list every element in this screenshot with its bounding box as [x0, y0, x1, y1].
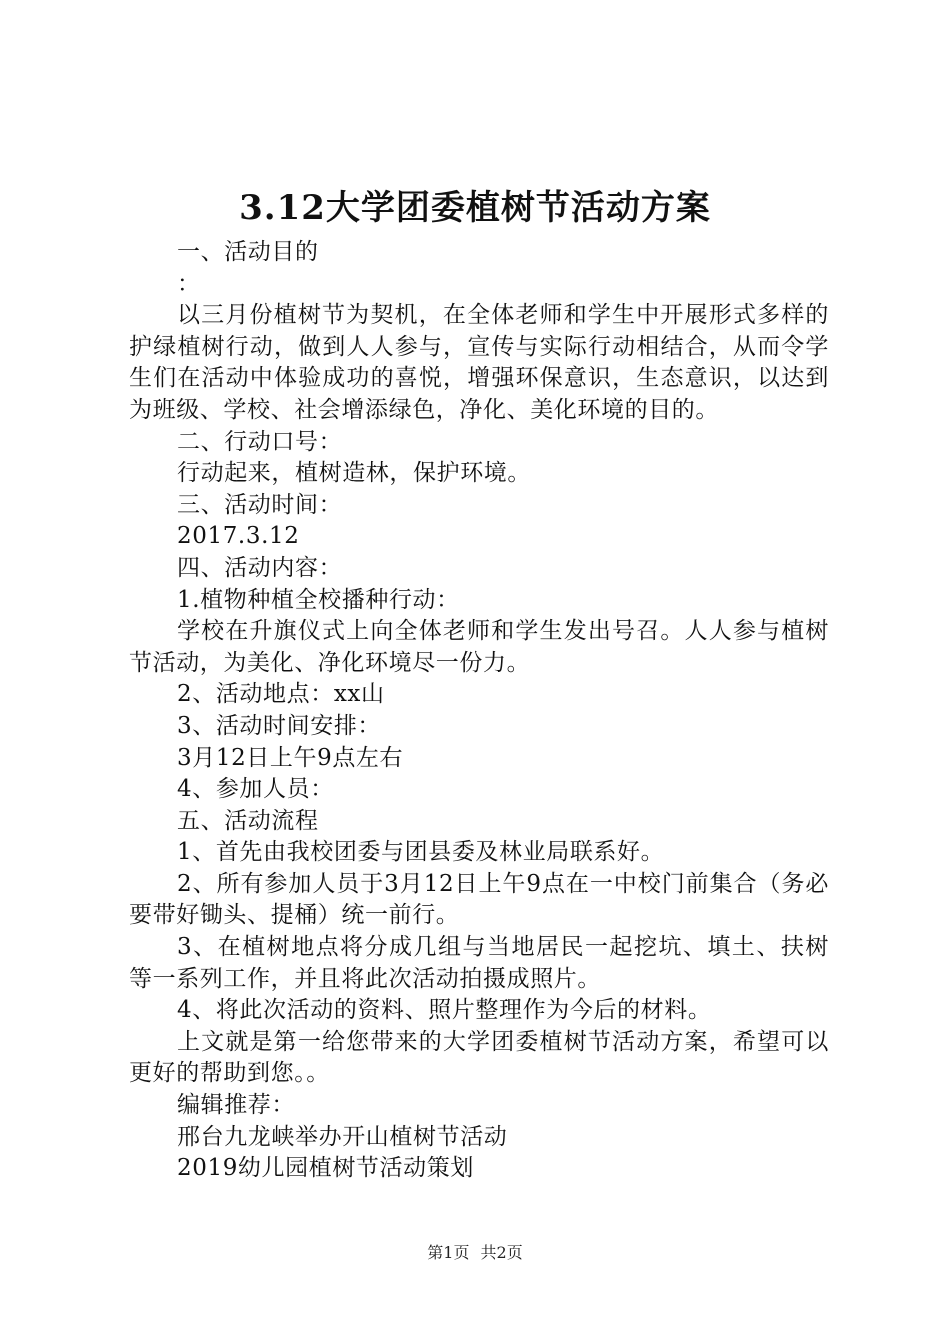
paragraph-closing: 上文就是第一给您带来的大学团委植树节活动方案，希望可以更好的帮助到您。。	[129, 1028, 829, 1087]
list-item-participants: 4、参加人员：	[177, 776, 334, 803]
section-heading-slogan: 二、行动口号：	[177, 428, 343, 455]
list-item-location: 2、活动地点：xx山	[177, 681, 385, 708]
page-total: 共2页	[480, 1243, 523, 1262]
process-step-2: 2、所有参加人员于3月12日上午9点在一中校门前集合（务必要带好锄头、提桶）统一前行。	[129, 870, 829, 929]
list-item-schedule: 3、活动时间安排：	[177, 712, 382, 739]
document-body	[129, 237, 829, 1185]
section-heading-time: 三、活动时间：	[177, 491, 343, 518]
paragraph-colon: ：	[177, 270, 201, 297]
paragraph-call: 学校在升旗仪式上向全体老师和学生发出号召。人人参与植树节活动，为美化、净化环境尽一份力。	[129, 618, 829, 676]
section-heading-content: 四、活动内容：	[177, 554, 343, 581]
paragraph-schedule-time: 3月12日上午9点左右	[177, 744, 404, 771]
list-item-planting: 1.植物种植全校播种行动：	[177, 586, 460, 613]
recommend-link-1[interactable]: 邢台九龙峡举办开山植树节活动	[177, 1123, 508, 1150]
section-heading-process: 五、活动流程	[177, 807, 319, 834]
paragraph-date: 2017.3.12	[177, 523, 300, 550]
document-title: 3.12大学团委植树节活动方案	[239, 188, 711, 228]
editor-recommend-label: 编辑推荐：	[177, 1092, 295, 1119]
process-step-4: 4、将此次活动的资料、照片整理作为今后的材料。	[177, 997, 712, 1024]
recommend-link-2[interactable]: 2019幼儿园植树节活动策划	[177, 1155, 474, 1182]
page-number: 第1页	[427, 1243, 470, 1262]
paragraph-slogan: 行动起来，植树造林，保护环境。	[177, 460, 531, 487]
section-heading-purpose: 一、活动目的	[177, 239, 319, 265]
paragraph-purpose: 以三月份植树节为契机，在全体老师和学生中开展形式多样的护绿植树行动，做到人人参与，宣传与实际行动相结合，从而令学生们在活动中体验成功的喜悦，增强环保意识，生态意识，以达到为班级、学校、社会增添绿色，净化、美化环境的目的。	[129, 302, 829, 423]
page-footer	[0, 1243, 950, 1263]
process-step-3: 3、在植树地点将分成几组与当地居民一起挖坑、填土、扶树等一系列工作，并且将此次活动拍摄成照片。	[129, 934, 829, 992]
process-step-1: 1、首先由我校团委与团县委及林业局联系好。	[177, 839, 665, 866]
